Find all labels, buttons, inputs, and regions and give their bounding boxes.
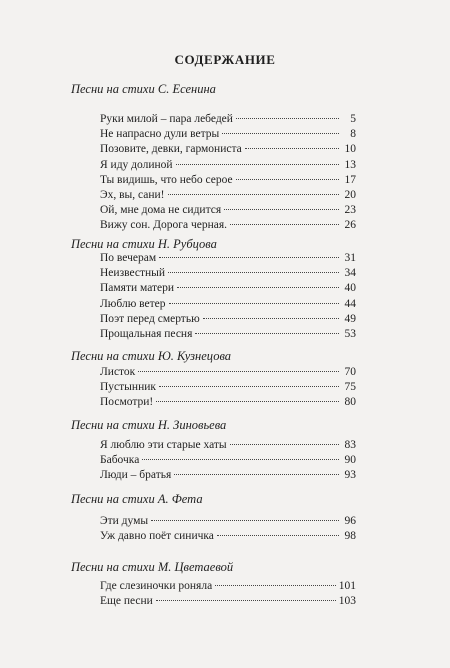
entry-title: Я люблю эти старые хаты	[100, 439, 227, 451]
entry-page-number: 98	[344, 530, 356, 543]
toc-entry	[100, 158, 356, 172]
entry-title: Ты видишь, что небо серое	[100, 173, 233, 186]
toc-entry	[100, 453, 356, 467]
entry-title: Эх, вы, сани!	[100, 189, 165, 201]
entry-page-number: 17	[344, 173, 356, 186]
entry-title: Пустынник	[100, 381, 156, 394]
dot-leader	[177, 287, 339, 288]
dot-leader	[236, 118, 339, 119]
entry-title: Памяти матери	[100, 282, 175, 295]
toc-entry	[100, 395, 356, 409]
entry-title: Позовите, девки, гармониста	[100, 143, 242, 156]
entry-page-number: 20	[344, 189, 356, 201]
entry-title: Прощальная песня	[100, 328, 193, 340]
toc-entry	[100, 112, 356, 126]
dot-leader	[215, 585, 336, 586]
entry-title: По вечерам	[100, 252, 157, 264]
dot-leader	[169, 303, 339, 304]
dot-leader	[217, 535, 339, 536]
section-heading: Песни на стихи М. Цветаевой	[71, 560, 234, 574]
dot-leader	[176, 164, 339, 165]
entry-title: Я иду долиной	[100, 158, 173, 171]
dot-leader	[168, 194, 340, 195]
entry-title: Поэт перед смертью	[100, 312, 200, 325]
entry-page-number: 96	[344, 515, 356, 527]
dot-leader	[230, 444, 339, 445]
entry-page-number: 10	[344, 143, 356, 156]
toc-entry	[100, 251, 356, 265]
dot-leader	[168, 272, 339, 273]
toc-entry	[100, 266, 356, 280]
section-heading: Песни на стихи Н. Зиновьева	[71, 418, 227, 432]
dot-leader	[142, 459, 339, 460]
toc-entry	[100, 594, 356, 608]
dot-leader	[151, 520, 339, 521]
entry-page-number: 80	[344, 396, 356, 409]
entry-title: Руки милой – пара лебедей	[100, 113, 233, 125]
entry-title: Не напрасно дули ветры	[100, 128, 220, 141]
entry-page-number: 49	[344, 312, 356, 325]
dot-leader	[174, 474, 339, 475]
dot-leader	[138, 371, 339, 372]
entry-title: Эти думы	[100, 515, 149, 527]
entry-title: Люди – братья	[100, 469, 172, 482]
entry-page-number: 26	[344, 219, 356, 232]
entry-page-number: 5	[350, 113, 356, 125]
section-heading: Песни на стихи Ю. Кузнецова	[71, 349, 232, 363]
entry-page-number: 101	[338, 580, 356, 592]
toc-entry	[100, 188, 356, 202]
toc-entry	[100, 365, 356, 379]
entry-title: Неизвестный	[100, 267, 166, 280]
toc-entry	[100, 380, 356, 394]
entry-page-number: 8	[350, 128, 356, 141]
entry-title: Уж давно поёт синичка	[100, 530, 214, 543]
dot-leader	[245, 148, 339, 149]
entry-page-number: 83	[344, 439, 356, 451]
dot-leader	[195, 333, 339, 334]
toc-entry	[100, 312, 356, 326]
toc-entry	[100, 514, 356, 528]
dot-leader	[203, 318, 339, 319]
toc-entry	[100, 203, 356, 217]
entry-title: Еще песни	[100, 595, 153, 608]
section-heading: Песни на стихи С. Есенина	[71, 82, 216, 96]
entry-page-number: 31	[344, 252, 356, 264]
dot-leader	[230, 224, 339, 225]
dot-leader	[224, 209, 339, 210]
toc-entry	[100, 468, 356, 482]
section-heading: Песни на стихи Н. Рубцова	[71, 237, 217, 251]
entry-page-number: 40	[344, 282, 356, 295]
dot-leader	[222, 133, 339, 134]
dot-leader	[159, 257, 339, 258]
dot-leader	[159, 386, 339, 387]
entry-page-number: 34	[344, 267, 356, 280]
entry-page-number: 23	[344, 204, 356, 217]
entry-page-number: 75	[344, 381, 356, 394]
dot-leader	[236, 179, 339, 180]
entry-page-number: 53	[344, 328, 356, 340]
entry-title: Вижу сон. Дорога черная.	[100, 219, 228, 232]
toc-entry	[100, 529, 356, 543]
entry-page-number: 13	[344, 158, 356, 171]
toc-entry	[100, 579, 356, 593]
entry-title: Бабочка	[100, 454, 140, 467]
entry-title: Люблю ветер	[100, 297, 166, 310]
entry-title: Посмотри!	[100, 396, 154, 409]
dot-leader	[156, 600, 336, 601]
toc-entry	[100, 327, 356, 341]
toc-entry	[100, 142, 356, 156]
entry-page-number: 90	[344, 454, 356, 467]
toc-entry	[100, 281, 356, 295]
entry-title: Где слезиночки роняла	[100, 580, 213, 592]
entry-title: Ой, мне дома не сидится	[100, 204, 222, 217]
entry-page-number: 93	[344, 469, 356, 482]
entry-title: Листок	[100, 366, 136, 378]
page-title: СОДЕРЖАНИЕ	[174, 52, 276, 67]
toc-entry	[100, 218, 356, 232]
toc-entry	[100, 173, 356, 187]
entry-page-number: 44	[344, 297, 356, 310]
toc-entry	[100, 127, 356, 141]
entry-page-number: 103	[338, 595, 356, 608]
dot-leader	[156, 401, 339, 402]
toc-entry	[100, 438, 356, 452]
toc-entry	[100, 297, 356, 311]
entry-page-number: 70	[344, 366, 356, 378]
section-heading: Песни на стихи А. Фета	[71, 492, 203, 506]
